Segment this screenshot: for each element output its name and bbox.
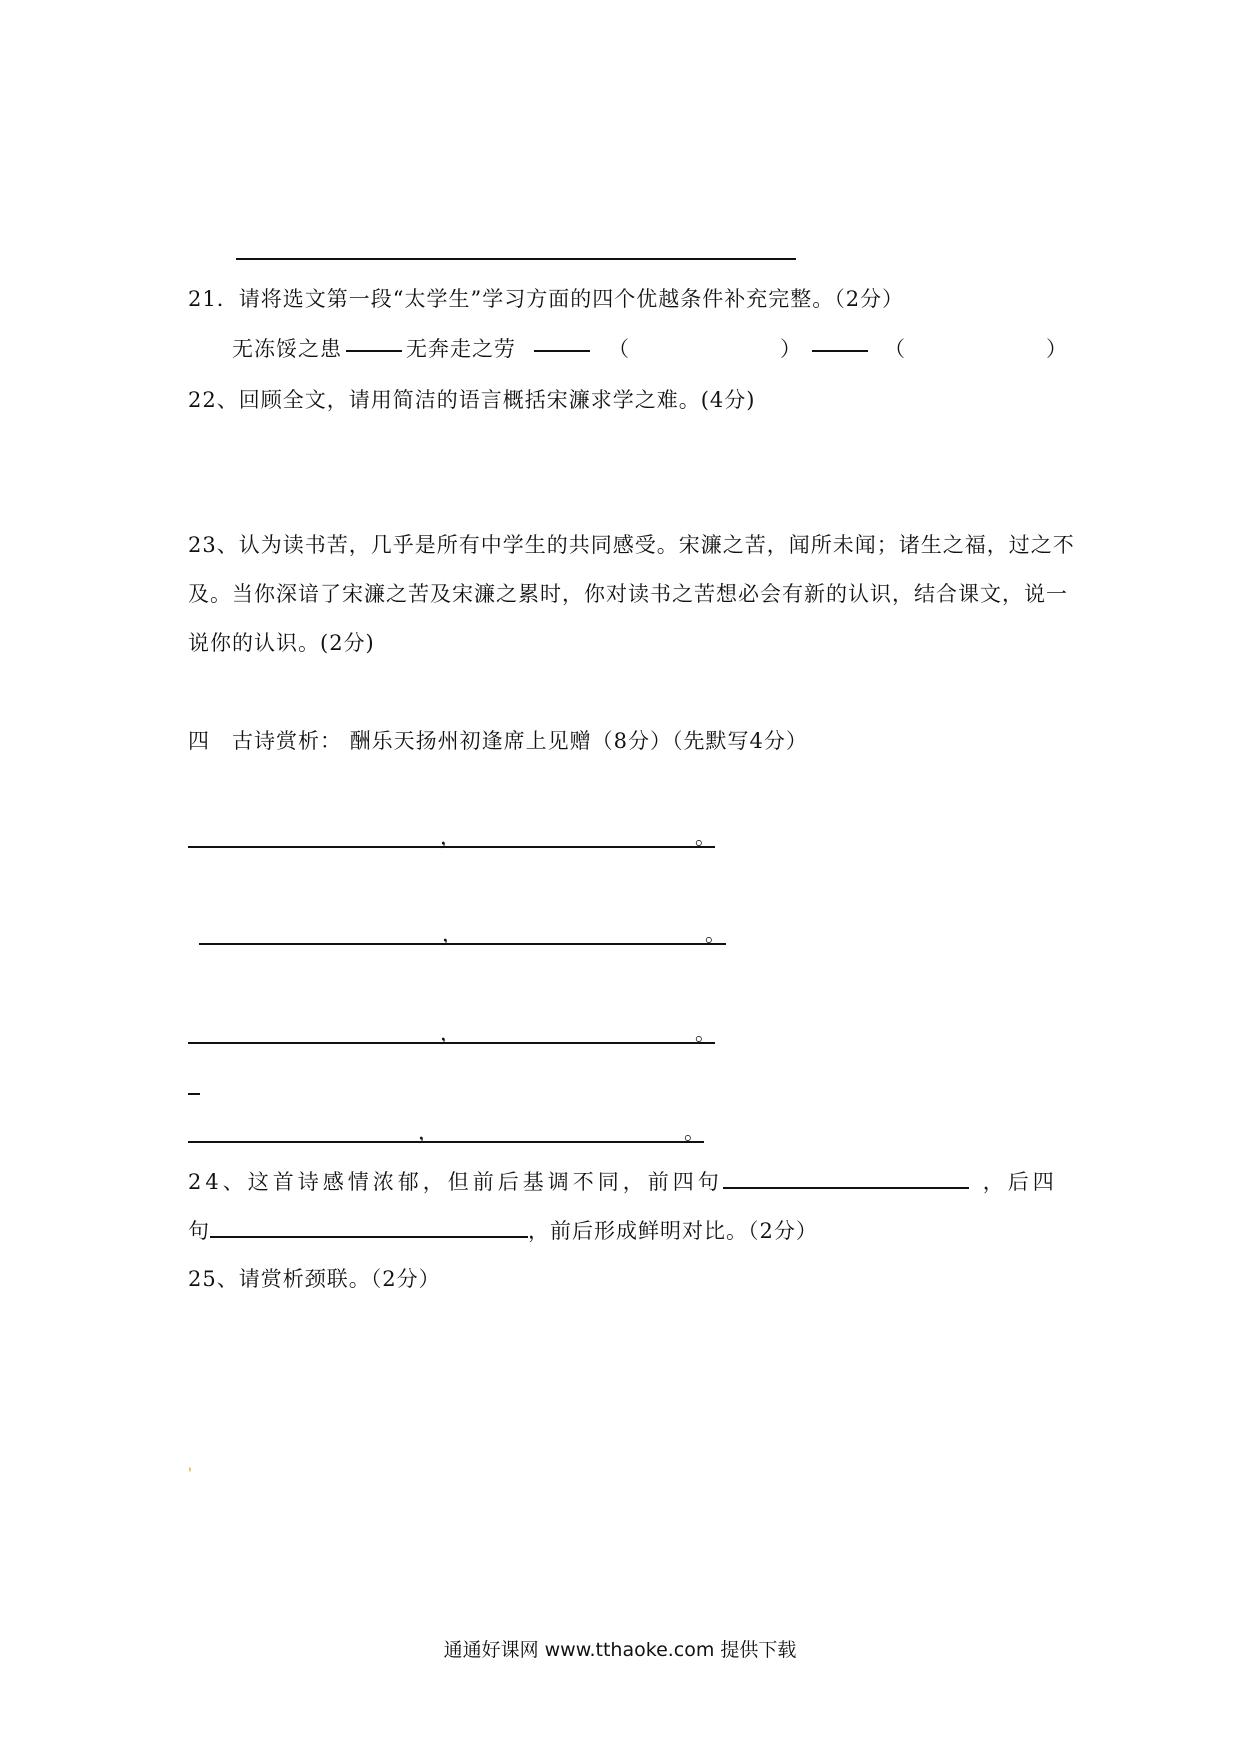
poem-comma-1: ， <box>440 825 462 849</box>
question-23-line-2: 及。当你深谙了宋濂之苦及宋濂之累时，你对读书之苦想必会有新的认识，结合课文，说一 <box>188 582 1068 606</box>
question-24-line-1 <box>188 1167 1058 1197</box>
blank-1 <box>346 350 402 352</box>
poem-period-4: 。 <box>684 1120 706 1144</box>
answer-line-top <box>236 258 796 260</box>
question-22: 22、回顾全文，请用简洁的语言概括宋濂求学之难。(4分) <box>188 388 756 412</box>
question-24-line-2 <box>188 1216 818 1246</box>
paren-open-2: （ <box>884 337 906 361</box>
question-23-line-3: 说你的认识。(2分) <box>188 631 375 655</box>
question-24-text-d: ，前后形成鲜明对比。（2分） <box>528 1219 818 1243</box>
paren-open-1: （ <box>608 337 630 361</box>
poem-period-1: 。 <box>695 825 717 849</box>
question-21-items <box>232 334 1068 364</box>
question-25: 25、请赏析颈联。（2分） <box>188 1267 441 1291</box>
poem-period-3: 。 <box>695 1021 717 1045</box>
question-24-text-a: 24、这首诗感情浓郁，但前后基调不同，前四句 <box>188 1170 723 1194</box>
poem-period-2: 。 <box>705 922 727 946</box>
question-21: 21．请将选文第一段“太学生”学习方面的四个优越条件补充完整。（2分） <box>188 287 905 311</box>
answer-blank-last-four[interactable] <box>210 1218 528 1238</box>
question-23-line-1: 23、认为读书苦，几乎是所有中学生的共同感受。宋濂之苦，闻所未闻；诸生之福，过之不 <box>188 533 1075 557</box>
item-1: 无冻馁之患 <box>232 337 342 361</box>
poem-comma-4: ， <box>418 1120 440 1144</box>
question-24-text-b: ，后四 <box>982 1170 1058 1194</box>
stray-dash <box>188 1093 200 1095</box>
poem-comma-2: ， <box>442 922 464 946</box>
poem-line-4[interactable] <box>188 1141 704 1143</box>
answer-blank-first-four[interactable] <box>723 1169 969 1189</box>
question-24-text-c: 句 <box>188 1219 210 1243</box>
stray-mark: ' <box>188 1466 192 1482</box>
blank-3 <box>812 350 868 352</box>
item-2: 无奔走之劳 <box>406 337 516 361</box>
footer-source: 通通好课网 www.tthaoke.com 提供下载 <box>443 1639 797 1661</box>
section-4-heading: 四 古诗赏析： 酬乐天扬州初逢席上见赠（8分）（先默写4分） <box>188 729 808 753</box>
poem-comma-3: ， <box>440 1021 462 1045</box>
paren-close-2: ） <box>1046 337 1068 361</box>
blank-2 <box>534 350 590 352</box>
paren-close-1: ） <box>780 337 802 361</box>
